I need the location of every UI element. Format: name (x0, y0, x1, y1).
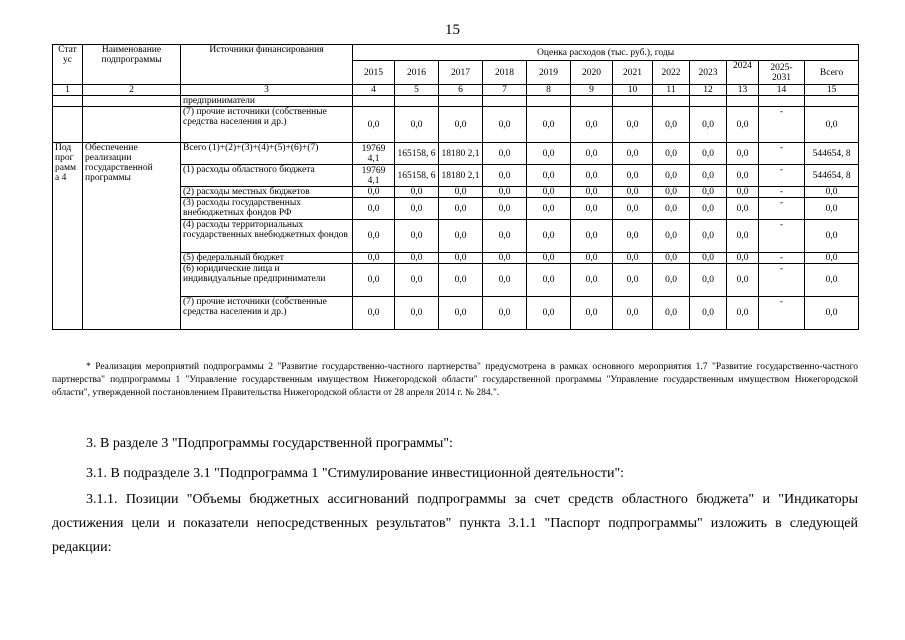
value-cell: 0,0 (690, 264, 727, 297)
value-cell: 0,0 (653, 220, 690, 253)
column-number: 12 (690, 85, 727, 96)
header-year: 2018 (483, 61, 527, 85)
value-cell: 0,0 (439, 198, 483, 220)
value-cell: 0,0 (395, 198, 439, 220)
footnote: * Реализация мероприятий подпрограммы 2 "Развитие государственно-частного партнерства" предусмотрена в рамках основного мероприятия 1.7 "Развитие государственно-частного партнерства" подпрограммы 1 "Управление государственным имуществом Нижегородской области" государственной программы "Управление государственным имуществом Нижегородской области", утвержденной постановлением Правительства Нижегородской области от 28 апреля 2014 г. № 284.". (52, 362, 858, 398)
value-cell: 19769 4,1 (353, 165, 395, 187)
column-numbers-row (53, 85, 859, 96)
source-cell: (5) федеральный бюджет (181, 253, 353, 264)
value-cell: 0,0 (395, 187, 439, 198)
value-cell: 19769 4,1 (353, 143, 395, 165)
source-cell: (1) расходы областного бюджета (181, 165, 353, 187)
value-cell: 0,0 (690, 297, 727, 330)
header-year: 2016 (395, 61, 439, 85)
financing-table (52, 44, 859, 330)
value-cell: 0,0 (613, 187, 653, 198)
value-cell (353, 96, 395, 107)
total-cell: 544654, 8 (805, 143, 859, 165)
value-cell (571, 96, 613, 107)
value-cell: 0,0 (527, 297, 571, 330)
value-cell: 0,0 (483, 253, 527, 264)
value-cell: 0,0 (613, 143, 653, 165)
total-cell: 0,0 (805, 297, 859, 330)
header-year: 2025-2031 (759, 61, 805, 85)
value-cell: - (759, 220, 805, 253)
value-cell: 165158, 6 (395, 143, 439, 165)
value-cell: 0,0 (439, 297, 483, 330)
header-total: Всего (805, 61, 859, 85)
value-cell: 18180 2,1 (439, 165, 483, 187)
source-cell: (4) расходы территориальных государственных внебюджетных фондов (181, 220, 353, 253)
source-cell: (7) прочие источники (собственные средства населения и др.) (181, 107, 353, 143)
value-cell (439, 96, 483, 107)
column-number: 10 (613, 85, 653, 96)
source-cell: Всего (1)+(2)+(3)+(4)+(5)+(6)+(7) (181, 143, 353, 165)
value-cell: 0,0 (653, 198, 690, 220)
value-cell: 0,0 (527, 220, 571, 253)
value-cell: 0,0 (727, 107, 759, 143)
value-cell: 0,0 (527, 187, 571, 198)
value-cell: 0,0 (353, 264, 395, 297)
source-cell: (7) прочие источники (собственные средства населения и др.) (181, 297, 353, 330)
column-number: 11 (653, 85, 690, 96)
value-cell: 0,0 (690, 253, 727, 264)
value-cell (483, 96, 527, 107)
status-cell (53, 96, 83, 107)
value-cell: 0,0 (527, 264, 571, 297)
value-cell: 0,0 (727, 297, 759, 330)
value-cell: 0,0 (527, 253, 571, 264)
total-cell: 0,0 (805, 187, 859, 198)
value-cell: 0,0 (353, 253, 395, 264)
value-cell: 0,0 (571, 165, 613, 187)
column-number: 14 (759, 85, 805, 96)
value-cell: 0,0 (483, 198, 527, 220)
value-cell: 0,0 (571, 253, 613, 264)
header-year: 2024 (727, 61, 759, 85)
value-cell: 0,0 (613, 107, 653, 143)
value-cell: 0,0 (571, 198, 613, 220)
header-row (53, 45, 859, 61)
value-cell: - (759, 165, 805, 187)
value-cell: 0,0 (395, 297, 439, 330)
value-cell: 0,0 (571, 264, 613, 297)
value-cell: - (759, 297, 805, 330)
header-subprogram: Наименование подпрограммы (83, 45, 181, 85)
column-number: 7 (483, 85, 527, 96)
value-cell: 0,0 (613, 220, 653, 253)
value-cell (613, 96, 653, 107)
value-cell: 0,0 (690, 220, 727, 253)
value-cell: 0,0 (653, 107, 690, 143)
value-cell: 0,0 (353, 198, 395, 220)
value-cell: 0,0 (727, 264, 759, 297)
table-row (53, 96, 859, 107)
value-cell: 0,0 (527, 165, 571, 187)
value-cell: 0,0 (690, 187, 727, 198)
value-cell: 0,0 (727, 220, 759, 253)
total-cell: 544654, 8 (805, 165, 859, 187)
value-cell: 0,0 (613, 165, 653, 187)
value-cell: 0,0 (613, 297, 653, 330)
subprogram-cell: Обеспечение реализации государственной программы (83, 143, 181, 330)
value-cell: 0,0 (613, 253, 653, 264)
header-year: 2021 (613, 61, 653, 85)
value-cell: 0,0 (395, 220, 439, 253)
value-cell: 0,0 (483, 165, 527, 187)
value-cell: 0,0 (690, 143, 727, 165)
header-estimate: Оценка расходов (тыс. руб.), годы (353, 45, 859, 61)
table-body (53, 45, 859, 330)
source-cell: (6) юридические лица и индивидуальные предприниматели (181, 264, 353, 297)
column-number: 4 (353, 85, 395, 96)
value-cell: 0,0 (483, 220, 527, 253)
value-cell: 0,0 (571, 143, 613, 165)
value-cell: 0,0 (653, 143, 690, 165)
value-cell: 0,0 (439, 220, 483, 253)
column-number: 1 (53, 85, 83, 96)
value-cell: 0,0 (653, 187, 690, 198)
value-cell: 0,0 (571, 297, 613, 330)
value-cell: 0,0 (439, 264, 483, 297)
value-cell: 0,0 (353, 187, 395, 198)
value-cell: 18180 2,1 (439, 143, 483, 165)
column-number: 6 (439, 85, 483, 96)
value-cell (759, 96, 805, 107)
value-cell: 0,0 (571, 220, 613, 253)
header-year: 2020 (571, 61, 613, 85)
value-cell: 165158, 6 (395, 165, 439, 187)
column-number: 9 (571, 85, 613, 96)
value-cell: - (759, 143, 805, 165)
value-cell: 0,0 (653, 253, 690, 264)
table-row (53, 143, 859, 165)
source-cell: предприниматели (181, 96, 353, 107)
total-cell: 0,0 (805, 107, 859, 143)
value-cell: 0,0 (353, 220, 395, 253)
value-cell: 0,0 (483, 297, 527, 330)
subprogram-cell (83, 107, 181, 143)
value-cell: 0,0 (439, 187, 483, 198)
value-cell: 0,0 (727, 143, 759, 165)
column-number: 2 (83, 85, 181, 96)
header-year: 2017 (439, 61, 483, 85)
value-cell: - (759, 264, 805, 297)
value-cell: 0,0 (353, 297, 395, 330)
value-cell: - (759, 253, 805, 264)
header-year: 2023 (690, 61, 727, 85)
value-cell: 0,0 (527, 107, 571, 143)
value-cell: 0,0 (727, 198, 759, 220)
column-number: 3 (181, 85, 353, 96)
table-row (53, 107, 859, 143)
header-year: 2019 (527, 61, 571, 85)
value-cell: 0,0 (613, 264, 653, 297)
value-cell: 0,0 (483, 107, 527, 143)
value-cell: 0,0 (395, 107, 439, 143)
value-cell: 0,0 (527, 143, 571, 165)
value-cell: 0,0 (727, 165, 759, 187)
value-cell: 0,0 (653, 165, 690, 187)
total-cell: 0,0 (805, 264, 859, 297)
value-cell: 0,0 (727, 253, 759, 264)
header-year: 2022 (653, 61, 690, 85)
value-cell: 0,0 (571, 107, 613, 143)
status-cell (53, 107, 83, 143)
value-cell: 0,0 (439, 253, 483, 264)
value-cell: 0,0 (690, 198, 727, 220)
value-cell: - (759, 187, 805, 198)
column-number: 8 (527, 85, 571, 96)
value-cell: 0,0 (439, 107, 483, 143)
header-year: 2015 (353, 61, 395, 85)
value-cell: 0,0 (483, 143, 527, 165)
value-cell: 0,0 (653, 264, 690, 297)
paragraph-section-3: 3. В разделе 3 "Подпрограммы государственной программы": (86, 436, 453, 451)
page-number: 15 (445, 22, 460, 38)
value-cell: 0,0 (483, 187, 527, 198)
column-number: 15 (805, 85, 859, 96)
value-cell: 0,0 (483, 264, 527, 297)
value-cell: - (759, 107, 805, 143)
value-cell (690, 96, 727, 107)
value-cell (653, 96, 690, 107)
source-cell: (3) расходы государственных внебюджетных фондов РФ (181, 198, 353, 220)
value-cell: 0,0 (613, 198, 653, 220)
value-cell: 0,0 (653, 297, 690, 330)
value-cell: 0,0 (690, 165, 727, 187)
value-cell: 0,0 (527, 198, 571, 220)
value-cell (395, 96, 439, 107)
paragraph-subsection-3-1: 3.1. В подразделе 3.1 "Подпрограмма 1 "Стимулирование инвестиционной деятельности": (86, 466, 625, 481)
total-cell: 0,0 (805, 253, 859, 264)
column-number: 5 (395, 85, 439, 96)
value-cell: 0,0 (571, 187, 613, 198)
source-cell: (2) расходы местных бюджетов (181, 187, 353, 198)
value-cell: 0,0 (353, 107, 395, 143)
total-cell: 0,0 (805, 198, 859, 220)
value-cell (527, 96, 571, 107)
column-number: 13 (727, 85, 759, 96)
status-cell: Под прог рамм а 4 (53, 143, 83, 330)
header-status: Стат ус (53, 45, 83, 85)
value-cell: 0,0 (395, 253, 439, 264)
paragraph-item-3-1-1: 3.1.1. Позиции "Объемы бюджетных ассигнований подпрограммы за счет средств областного бюджета" и "Индикаторы достижения цели и показатели непосредственных результатов" пункта 3.1.1 "Паспорт подпрограммы" изложить в следующей редакции: (52, 492, 858, 555)
value-cell: 0,0 (395, 264, 439, 297)
header-sources: Источники финансирования (181, 45, 353, 85)
total-cell (805, 96, 859, 107)
value-cell (727, 96, 759, 107)
value-cell: 0,0 (690, 107, 727, 143)
subprogram-cell (83, 96, 181, 107)
value-cell: 0,0 (727, 187, 759, 198)
value-cell: - (759, 198, 805, 220)
total-cell: 0,0 (805, 220, 859, 253)
